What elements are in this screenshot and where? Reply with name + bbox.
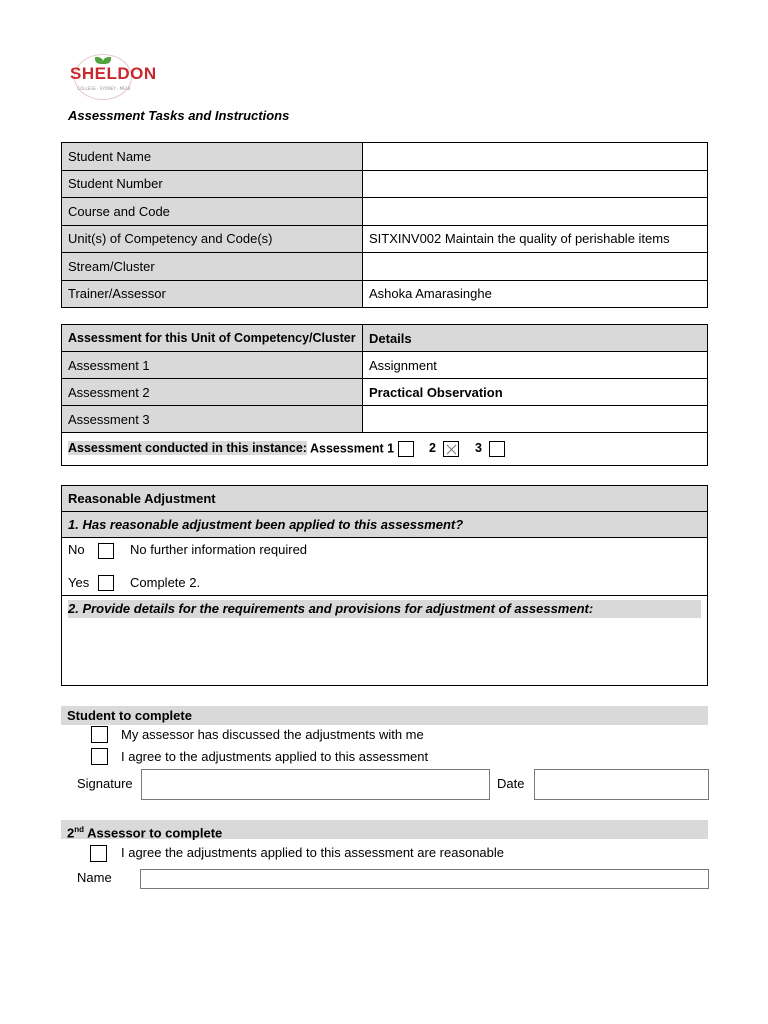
assessor-name-field[interactable] — [140, 869, 709, 889]
assessor-agree-text: I agree the adjustments applied to this assessment are reasonable — [121, 845, 505, 860]
table-row — [62, 379, 708, 406]
course-code-field[interactable] — [363, 198, 708, 226]
assessment-2-checkbox[interactable] — [443, 441, 459, 457]
row-label: Stream/Cluster — [62, 253, 363, 281]
row-label: Unit(s) of Competency and Code(s) — [62, 225, 363, 253]
row-label: Assessment 3 — [62, 406, 363, 433]
assessor-discussed-text: My assessor has discussed the adjustments with me — [121, 727, 424, 742]
reasonable-adjustment-title: Reasonable Adjustment — [62, 486, 707, 512]
date-label: Date — [497, 776, 525, 791]
row-value: Assignment — [363, 352, 708, 379]
assessment-1-checkbox[interactable] — [398, 441, 414, 457]
assessment-table — [61, 324, 708, 466]
table-row — [62, 225, 708, 253]
table-row — [62, 198, 708, 226]
divider — [62, 595, 707, 596]
assessment-3-checkbox[interactable] — [489, 441, 505, 457]
assessor-discussed-checkbox[interactable] — [91, 726, 108, 743]
reasonable-adjustment-box — [61, 485, 708, 686]
row-value — [363, 406, 708, 433]
date-field[interactable] — [534, 769, 709, 800]
row-label: Course and Code — [62, 198, 363, 226]
stream-cluster-field[interactable] — [363, 253, 708, 281]
student-agree-text: I agree to the adjustments applied to this assessment — [121, 749, 429, 764]
unit-code-field[interactable]: SITXINV002 Maintain the quality of perishable items — [363, 225, 708, 253]
conducted-prefix: Assessment 1 — [309, 441, 395, 456]
no-label: No — [68, 542, 85, 557]
option-2-label: 2 — [429, 441, 436, 456]
student-section-title: Student to complete — [61, 706, 708, 725]
no-checkbox[interactable] — [98, 543, 114, 559]
signature-label: Signature — [77, 776, 133, 791]
option-3-label: 3 — [474, 441, 482, 456]
yes-label: Yes — [68, 575, 90, 590]
table-row — [62, 143, 708, 171]
assessor-title-rest: Assessor to complete — [84, 825, 223, 841]
row-label: Assessment 1 — [62, 352, 363, 379]
header-assessment: Assessment for this Unit of Competency/Cluster — [62, 325, 363, 352]
row-label: Trainer/Assessor — [62, 280, 363, 308]
assessor-agree-checkbox[interactable] — [90, 845, 107, 862]
signature-field[interactable] — [141, 769, 490, 800]
table-row — [62, 406, 708, 433]
row-label: Student Name — [62, 143, 363, 171]
yes-text: Complete 2. — [130, 575, 201, 590]
question-2: 2. Provide details for the requirements and provisions for adjustment of assessment: — [68, 600, 701, 618]
adjustment-details-area[interactable] — [68, 620, 701, 680]
row-value: Practical Observation — [363, 379, 708, 406]
header-details: Details — [363, 325, 708, 352]
table-row — [62, 253, 708, 281]
row-label: Assessment 2 — [62, 379, 363, 406]
student-number-field[interactable] — [363, 170, 708, 198]
yes-checkbox[interactable] — [98, 575, 114, 591]
no-text: No further information required — [130, 542, 308, 557]
question-1: 1. Has reasonable adjustment been applied to this assessment? — [62, 512, 707, 538]
table-header-row — [62, 325, 708, 352]
table-row — [62, 352, 708, 379]
name-label: Name — [77, 870, 112, 885]
student-info-table — [61, 142, 708, 308]
table-row — [62, 433, 708, 466]
row-label: Student Number — [62, 170, 363, 198]
trainer-assessor-field[interactable]: Ashoka Amarasinghe — [363, 280, 708, 308]
assessor-title-num: 2 — [67, 825, 75, 841]
table-row — [62, 280, 708, 308]
assessor-section-title — [61, 820, 708, 839]
conducted-label: Assessment conducted in this instance: — [68, 441, 307, 456]
table-row — [62, 170, 708, 198]
student-agree-checkbox[interactable] — [91, 748, 108, 765]
logo-text: SHELDON — [70, 64, 157, 83]
document-title: Assessment Tasks and Instructions — [68, 108, 290, 123]
student-name-field[interactable] — [363, 143, 708, 171]
conducted-row — [62, 433, 708, 466]
sheldon-logo — [70, 52, 157, 102]
leaf-icon — [95, 57, 103, 64]
assessor-title-sup: nd — [74, 825, 85, 834]
logo-subtext: COLLEGE · SYDNEY · MELB — [77, 86, 131, 91]
